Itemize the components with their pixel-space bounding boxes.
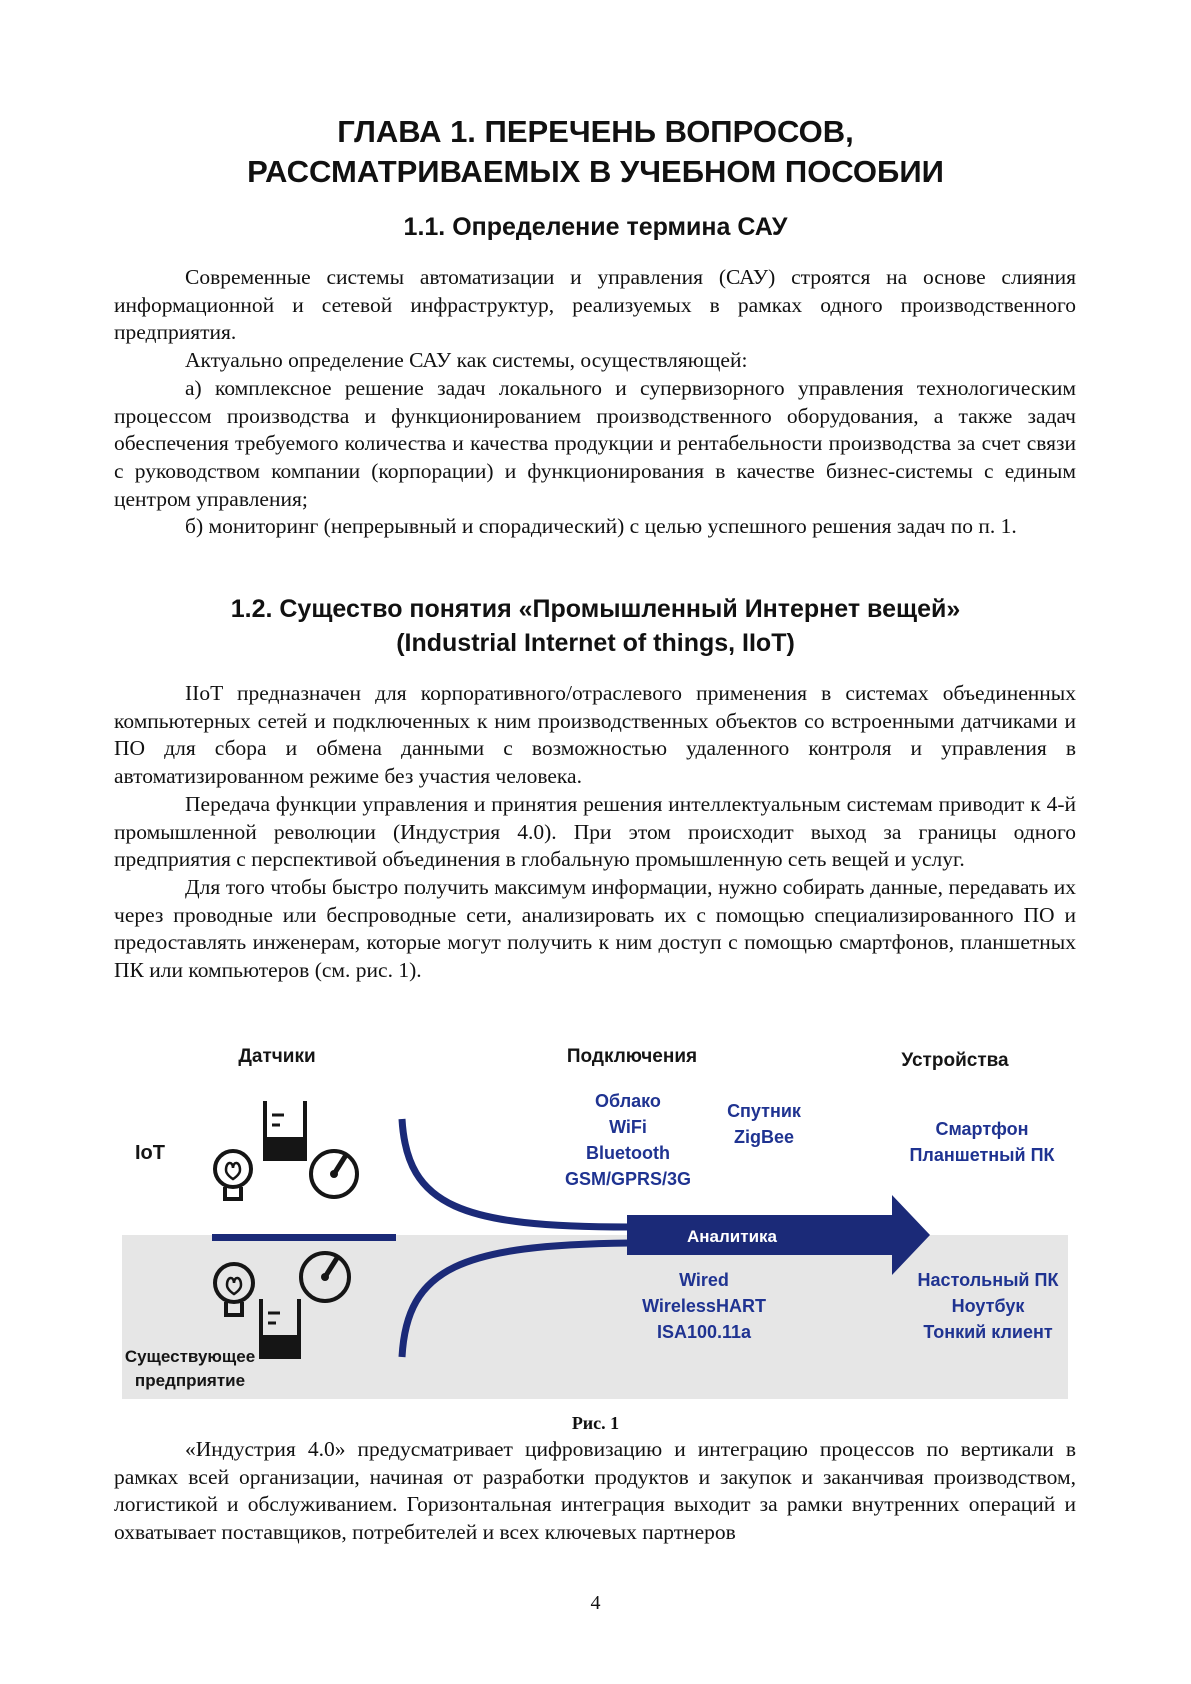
section-2-title-line1: 1.2. Существо понятия «Промышленный Интернет вещей» [230,595,961,623]
row-label-iot: IoT [135,1142,165,1164]
connection-label: ISA100.11a [656,1322,752,1342]
connection-label: WirelessHART [642,1296,766,1316]
paragraph: Передача функции управления и принятия решения интеллектуальным системам приводит к 4-й промышленной революции (Индустрия 4.0). При этом происходит выход за границы одного предприятия с перспективой объединения в глобальную промышленную сеть вещей и услуг. [114,791,1076,872]
section-2-title [0,592,1191,660]
section-2-body [114,680,1076,985]
iiot-diagram [122,1037,1068,1399]
paragraph: Актуально определение САУ как системы, осуществляющей: [185,348,748,373]
connection-label: GSM/GPRS/3G [564,1169,692,1189]
page-number: 4 [590,1592,601,1614]
bottom-band [122,1235,1068,1399]
section-1-title: 1.1. Определение термина САУ [403,213,788,241]
chapter-title-line1: ГЛАВА 1. ПЕРЕЧЕНЬ ВОПРОСОВ, [337,114,854,149]
arrow-label-analytics: Аналитика [687,1227,777,1246]
connection-label: Bluetooth [586,1143,670,1163]
after-figure-body [114,1436,1076,1547]
connection-label: ZigBee [733,1127,795,1147]
row-label-existing-line2: предприятие [134,1371,246,1390]
device-label: Настольный ПК [917,1270,1059,1290]
paragraph: Современные системы автоматизации и управления (САУ) строятся на основе слияния информационной и сетевой инфраструктур, реализуемых в рамках одного производственного предприятия. [114,265,1076,345]
section-2-title-line2: (Industrial Internet of things, IIoT) [396,629,795,657]
connection-label: WiFi [609,1117,647,1137]
paragraph: а) комплексное решение задач локального и супервизорного управления технологическим процессом производства и функционированием производственного оборудования, а также задач обеспечения требуемого количества и качества продукции и рентабельности производства за счет связи с руководством компании (корпорации) и функционирования в качестве бизнес-системы с единым центром управления; [114,375,1076,511]
paragraph: IIoT предназначен для корпоративного/отраслевого применения в системах объединенных компьютерных сетей и подключенных к ним производственных объектов со встроенными датчиками и ПО для сбора и обмена данными с возможностью удаленного контроля и управления в автоматизированном режиме без участия человека. [114,681,1076,789]
chapter-title-line2: РАССМАТРИВАЕМЫХ В УЧЕБНОМ ПОСОБИИ [247,154,944,189]
col-header-sensors: Датчики [238,1046,316,1067]
device-label: Ноутбук [951,1296,1025,1316]
chapter-title [0,112,1191,192]
divider-bar [212,1234,396,1241]
device-label: Планшетный ПК [909,1145,1055,1165]
connection-label: Облако [595,1091,661,1111]
paragraph: Для того чтобы быстро получить максимум информации, нужно собирать данные, передавать их через проводные или беспроводные сети, анализировать их с помощью специализированного ПО и предоставлять инженерам, которые могут получить к ним доступ с помощью смартфонов, планшетных ПК или компьютеров (см. рис. 1). [114,874,1076,983]
col-header-devices: Устройства [901,1050,1009,1071]
device-label: Смартфон [935,1119,1029,1139]
connection-label: Wired [679,1270,729,1290]
figure-caption: Рис. 1 [571,1413,620,1433]
connection-label: Спутник [727,1101,801,1121]
row-label-existing-line1: Существующее [124,1347,256,1366]
col-header-connections: Подключения [566,1046,698,1067]
device-label: Тонкий клиент [923,1322,1053,1342]
paragraph: б) мониторинг (непрерывный и спорадический) с целью успешного решения задач по п. 1. [185,514,1017,539]
paragraph: «Индустрия 4.0» предусматривает цифровизацию и интеграцию процессов по вертикали в рамках всей организации, начиная от разработки продуктов и закупок и заканчивая производством, логистикой и обслуживанием. Горизонтальная интеграция выходит за рамки внутренних операций и охватывает поставщиков, потребителей и всех ключевых партнеров [114,1437,1076,1545]
section-1-body [114,264,1076,541]
